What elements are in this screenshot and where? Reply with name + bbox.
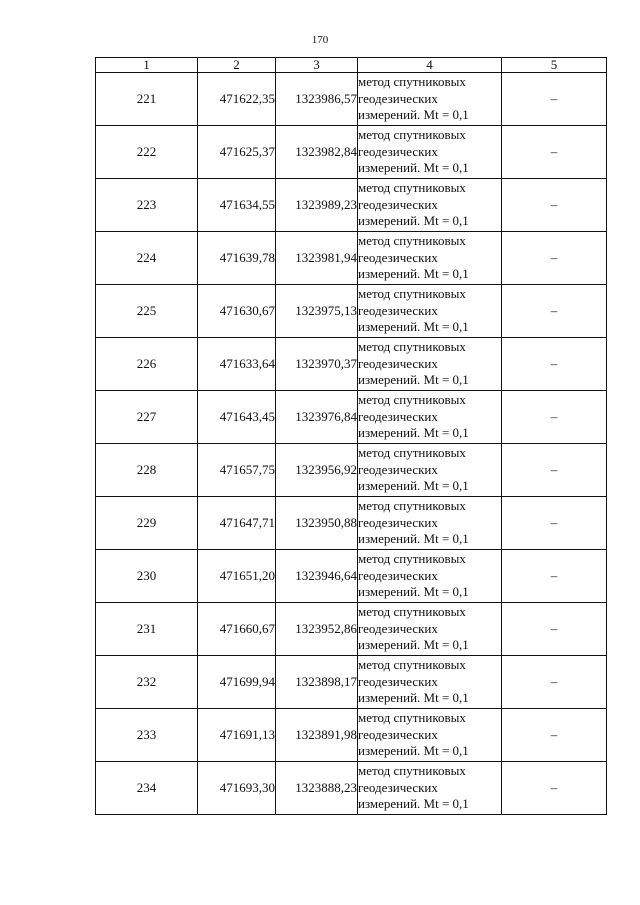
table-row (96, 73, 607, 126)
column-header-5: 5 (502, 58, 607, 73)
table-row (96, 656, 607, 709)
method-cell: метод спутниковых геодезических измерений. Mt = 0,1 (358, 126, 502, 179)
y-coordinate-cell: 1323981,94 (276, 232, 358, 285)
y-coordinate-cell: 1323976,84 (276, 391, 358, 444)
note-cell: – (502, 444, 607, 497)
point-number-cell: 224 (96, 232, 198, 285)
table-row (96, 285, 607, 338)
table-row (96, 126, 607, 179)
point-number-cell: 228 (96, 444, 198, 497)
point-number-cell: 222 (96, 126, 198, 179)
y-coordinate-cell: 1323888,23 (276, 762, 358, 815)
y-coordinate-cell: 1323982,84 (276, 126, 358, 179)
method-cell: метод спутниковых геодезических измерений. Mt = 0,1 (358, 232, 502, 285)
y-coordinate-cell: 1323946,64 (276, 550, 358, 603)
column-header-4: 4 (358, 58, 502, 73)
note-cell: – (502, 762, 607, 815)
point-number-cell: 221 (96, 73, 198, 126)
x-coordinate-cell: 471647,71 (198, 497, 276, 550)
x-coordinate-cell: 471651,20 (198, 550, 276, 603)
y-coordinate-cell: 1323891,98 (276, 709, 358, 762)
y-coordinate-cell: 1323989,23 (276, 179, 358, 232)
table-row (96, 179, 607, 232)
note-cell: – (502, 497, 607, 550)
note-cell: – (502, 709, 607, 762)
y-coordinate-cell: 1323970,37 (276, 338, 358, 391)
point-number-cell: 227 (96, 391, 198, 444)
method-cell: метод спутниковых геодезических измерений. Mt = 0,1 (358, 550, 502, 603)
point-number-cell: 225 (96, 285, 198, 338)
x-coordinate-cell: 471660,67 (198, 603, 276, 656)
method-cell: метод спутниковых геодезических измерений. Mt = 0,1 (358, 444, 502, 497)
y-coordinate-cell: 1323952,86 (276, 603, 358, 656)
page-number: 170 (311, 34, 329, 46)
y-coordinate-cell: 1323956,92 (276, 444, 358, 497)
y-coordinate-cell: 1323950,88 (276, 497, 358, 550)
point-number-cell: 234 (96, 762, 198, 815)
table-row (96, 232, 607, 285)
x-coordinate-cell: 471630,67 (198, 285, 276, 338)
x-coordinate-cell: 471625,37 (198, 126, 276, 179)
method-cell: метод спутниковых геодезических измерений. Mt = 0,1 (358, 656, 502, 709)
point-number-cell: 229 (96, 497, 198, 550)
point-number-cell: 232 (96, 656, 198, 709)
method-cell: метод спутниковых геодезических измерений. Mt = 0,1 (358, 338, 502, 391)
note-cell: – (502, 550, 607, 603)
note-cell: – (502, 126, 607, 179)
table-row (96, 709, 607, 762)
y-coordinate-cell: 1323975,13 (276, 285, 358, 338)
y-coordinate-cell: 1323898,17 (276, 656, 358, 709)
column-header-3: 3 (276, 58, 358, 73)
table-row (96, 391, 607, 444)
x-coordinate-cell: 471657,75 (198, 444, 276, 497)
table-row (96, 603, 607, 656)
y-coordinate-cell: 1323986,57 (276, 73, 358, 126)
note-cell: – (502, 656, 607, 709)
table-row (96, 444, 607, 497)
x-coordinate-cell: 471693,30 (198, 762, 276, 815)
table-row (96, 338, 607, 391)
x-coordinate-cell: 471691,13 (198, 709, 276, 762)
method-cell: метод спутниковых геодезических измерений. Mt = 0,1 (358, 285, 502, 338)
method-cell: метод спутниковых геодезических измерений. Mt = 0,1 (358, 73, 502, 126)
table-row (96, 762, 607, 815)
table-row (96, 550, 607, 603)
column-header-2: 2 (198, 58, 276, 73)
note-cell: – (502, 179, 607, 232)
coordinates-table (95, 57, 607, 815)
point-number-cell: 223 (96, 179, 198, 232)
method-cell: метод спутниковых геодезических измерений. Mt = 0,1 (358, 603, 502, 656)
column-header-1: 1 (96, 58, 198, 73)
note-cell: – (502, 232, 607, 285)
x-coordinate-cell: 471643,45 (198, 391, 276, 444)
note-cell: – (502, 603, 607, 656)
method-cell: метод спутниковых геодезических измерений. Mt = 0,1 (358, 391, 502, 444)
method-cell: метод спутниковых геодезических измерений. Mt = 0,1 (358, 497, 502, 550)
note-cell: – (502, 391, 607, 444)
point-number-cell: 226 (96, 338, 198, 391)
x-coordinate-cell: 471633,64 (198, 338, 276, 391)
header-row (96, 58, 607, 73)
note-cell: – (502, 285, 607, 338)
point-number-cell: 233 (96, 709, 198, 762)
note-cell: – (502, 338, 607, 391)
point-number-cell: 230 (96, 550, 198, 603)
table-body (96, 73, 607, 815)
method-cell: метод спутниковых геодезических измерений. Mt = 0,1 (358, 179, 502, 232)
method-cell: метод спутниковых геодезических измерений. Mt = 0,1 (358, 709, 502, 762)
x-coordinate-cell: 471622,35 (198, 73, 276, 126)
point-number-cell: 231 (96, 603, 198, 656)
x-coordinate-cell: 471639,78 (198, 232, 276, 285)
method-cell: метод спутниковых геодезических измерений. Mt = 0,1 (358, 762, 502, 815)
x-coordinate-cell: 471634,55 (198, 179, 276, 232)
note-cell: – (502, 73, 607, 126)
x-coordinate-cell: 471699,94 (198, 656, 276, 709)
table-row (96, 497, 607, 550)
